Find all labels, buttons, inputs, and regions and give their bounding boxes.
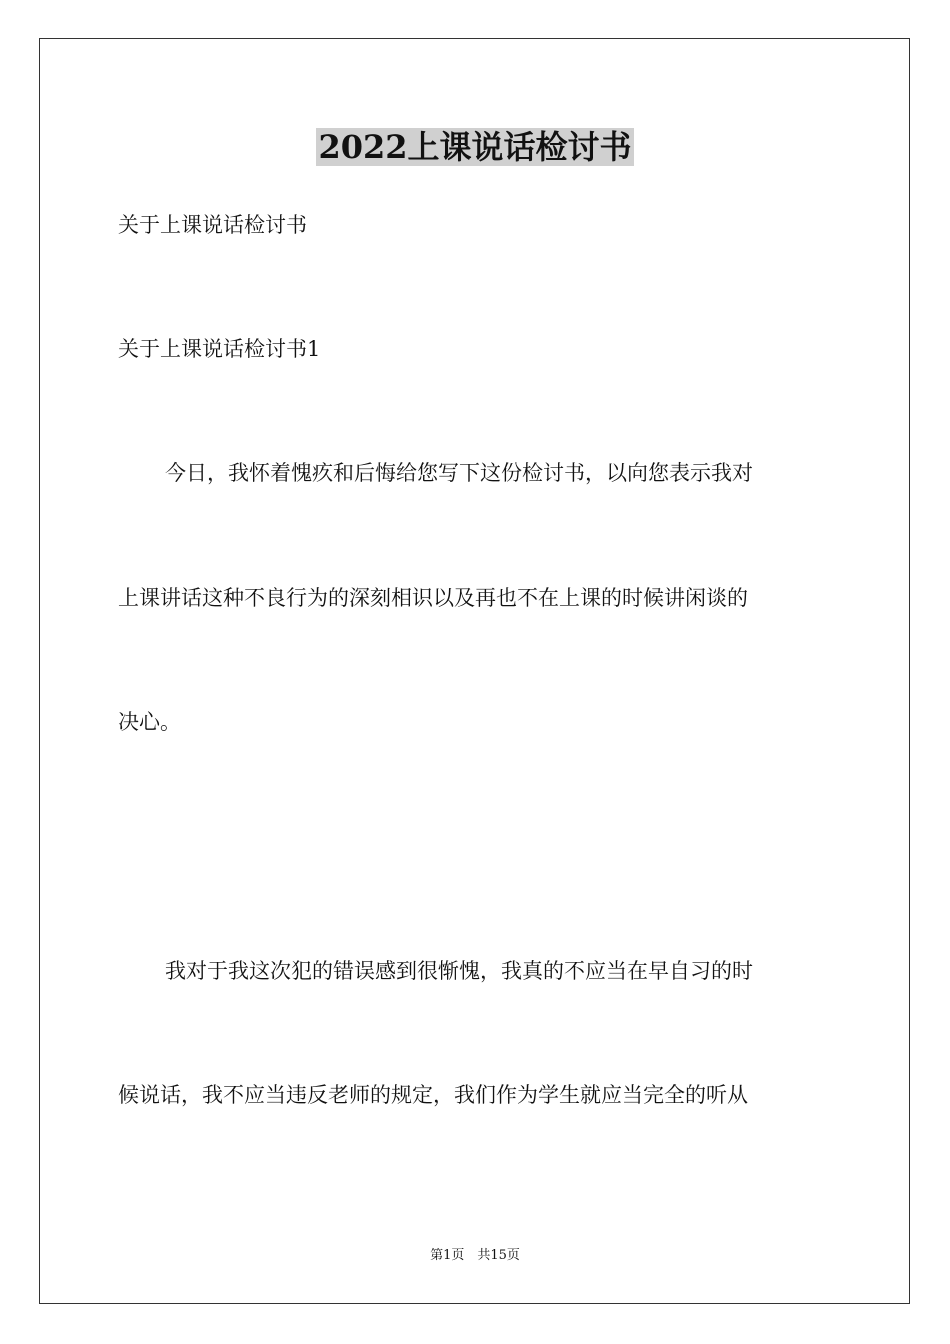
paragraph-1-line-3: 决心。 (118, 710, 181, 734)
paragraph-1-line-1: 今日，我怀着愧疚和后悔给您写下这份检讨书，以向您表示我对 (165, 461, 753, 485)
page-indicator: 第1页 共15页 (430, 1248, 520, 1263)
document-subtitle: 关于上课说话检讨书 (118, 213, 307, 237)
document-title-text: 2022上课说话检讨书 (318, 128, 632, 166)
paragraph-1-line-2: 上课讲话这种不良行为的深刻相识以及再也不在上课的时候讲闲谈的 (118, 586, 748, 610)
paragraph-2-line-2: 候说话，我不应当违反老师的规定，我们作为学生就应当完全的听从 (118, 1083, 748, 1107)
document-title (0, 125, 950, 169)
section-heading: 关于上课说话检讨书1 (118, 337, 321, 361)
paragraph-2-line-1: 我对于我这次犯的错误感到很惭愧，我真的不应当在早自习的时 (165, 959, 753, 983)
